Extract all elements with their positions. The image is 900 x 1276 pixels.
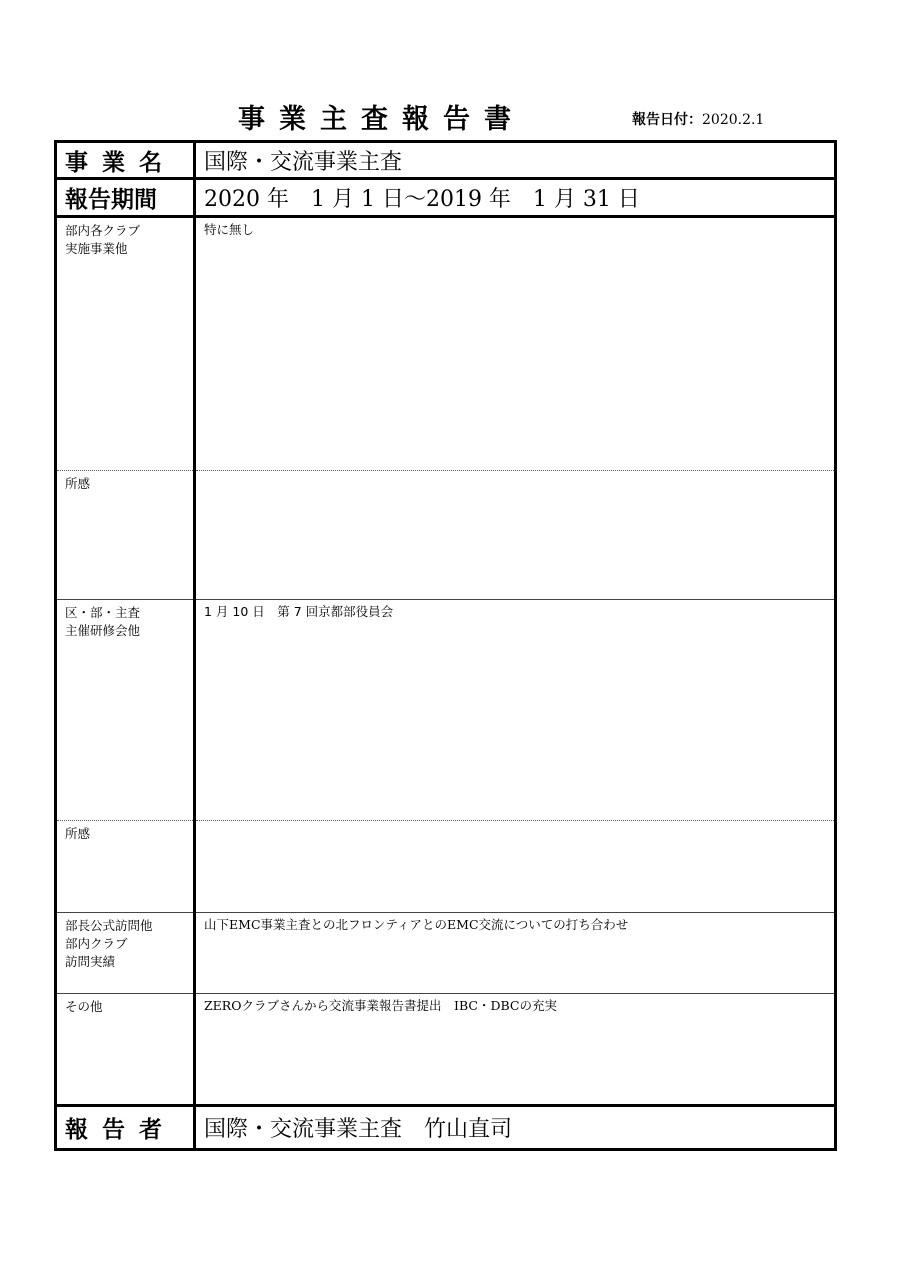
visits-value-part-4: EMC: [447, 917, 479, 932]
visits-value-part-2: EMC: [229, 917, 261, 932]
club-activities-value: 特に無し: [195, 217, 836, 471]
training-label: [56, 600, 195, 821]
other-value-part-2: クラブさんから交流事業報告書提出: [241, 998, 454, 1013]
document-title: 事業主査報告書: [238, 104, 525, 135]
visits-label-line-1: 部長公式訪問他: [65, 918, 153, 933]
business-name-label: 事業名: [56, 142, 195, 179]
training-value: 1 月 10 日 第 7 回京都部役員会: [195, 600, 836, 821]
visits-value-part-5: 交流についての打ち合わせ: [478, 917, 629, 932]
other-value: [195, 994, 836, 1106]
reporter-label: 報告者: [56, 1106, 195, 1150]
visits-label-line-2: 部内クラブ: [65, 936, 128, 952]
business-name-row: [56, 142, 836, 179]
other-value-part-6: の充実: [519, 998, 557, 1013]
club-activities-label: [56, 217, 195, 471]
training-label-line-2: 主催研修会他: [65, 623, 141, 639]
other-label: その他: [56, 994, 195, 1106]
training-label-line-1: 区・部・主査: [65, 605, 141, 620]
report-date: [632, 109, 764, 129]
visits-value: [195, 913, 836, 994]
visits-value-part-3: 事業主査との北フロンティアとの: [260, 917, 448, 932]
visits-label-line-3: 訪問実績: [65, 954, 116, 970]
impression-label-1: 所感: [56, 471, 195, 600]
report-date-label: 報告日付：: [632, 112, 702, 128]
other-value-part-3: IBC: [454, 998, 478, 1013]
club-activities-label-line-2: 実施事業他: [65, 241, 128, 257]
visits-row: [56, 913, 836, 994]
period-label: 報告期間: [56, 179, 195, 217]
visits-value-part-1: 山下: [204, 917, 230, 932]
reporter-row: [56, 1106, 836, 1150]
impression-value-1: [195, 471, 836, 600]
reporter-value: 国際・交流事業主査 竹山直司: [204, 1117, 513, 1142]
other-value-part-5: DBC: [490, 998, 520, 1013]
impression-value-2: [195, 821, 836, 913]
visits-label: [56, 913, 195, 994]
other-row: [56, 994, 836, 1106]
club-activities-row: [56, 217, 836, 471]
business-name-value: 国際・交流事業主査: [195, 142, 836, 179]
training-row: [56, 600, 836, 821]
impression-label-2: 所感: [56, 821, 195, 913]
period-value: 2020 年 1 月 1 日～2019 年 1 月 31 日: [195, 179, 836, 217]
impression-row-1: [56, 471, 836, 600]
impression-row-2: [56, 821, 836, 913]
other-value-part-4: ・: [477, 998, 491, 1013]
report-form-table: [54, 140, 837, 1151]
period-row: [56, 179, 836, 217]
club-activities-label-line-1: 部内各クラブ: [65, 223, 141, 238]
report-date-value: 2020.2.1: [702, 112, 765, 128]
other-value-part-1: ZERO: [204, 998, 242, 1013]
